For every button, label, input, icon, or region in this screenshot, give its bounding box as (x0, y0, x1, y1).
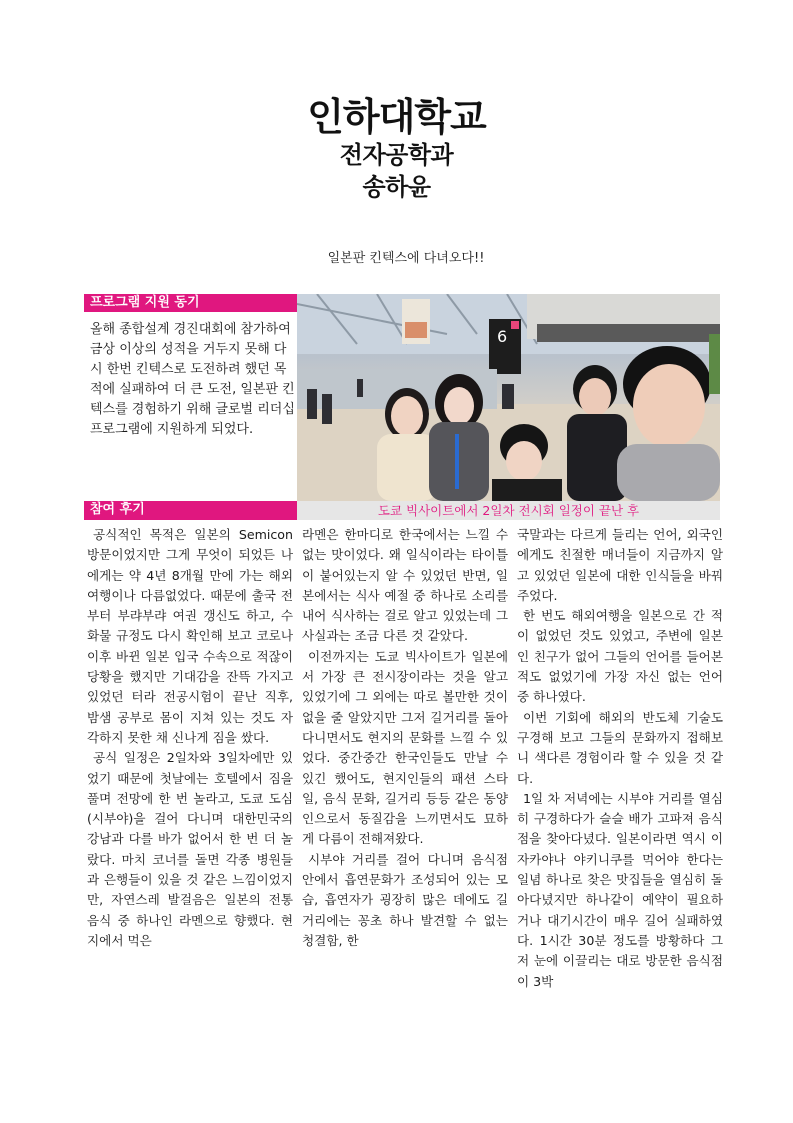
paragraph: 이전까지는 도쿄 빅사이트가 일본에서 가장 큰 전시장이라는 것을 알고 있었기에 그 외에는 따로 볼만한 것이 없을 줄 알았지만 그저 길거리를 돌아다니면서도 현지의 문화를 느낄 수 있었다. 중간중간 한국인들도 만날 수 있긴 했어도, 현지인들의 패션 스타일, 음식 문화, 길거리 등등 같은 동양인으로서 동질감을 느끼면서도 묘하게 다름이 전해져왔다. (302, 648, 508, 847)
article-subtitle: 일본판 킨텍스에 다녀오다!! (327, 251, 485, 266)
motive-body: 올해 종합설계 경진대회에 참가하여 금상 이상의 성적을 거두지 못해 다시 한번 킨텍스로 도전하려 했던 목적에 실패하여 더 큰 도전, 일본판 킨텍스를 경험하기 위해 글로벌 리더십 프로그램에 지원하게 되었다. (90, 322, 295, 437)
section-heading-motive: 프로그램 지원 동기 (84, 294, 297, 312)
paragraph: 공식적인 목적은 일본의 Semicon 방문이었지만 그게 무엇이 되었든 나에게는 약 4년 8개월 만에 가는 해외여행이나 다름없었다. 때문에 출국 전부터 부랴부랴 여권 갱신도 하고, 수화물 규정도 다시 확인해 보고 코로나 이후 바뀐 일본 입국 수속으로 적잖이 당황을 했지만 기대감을 잔뜩 가지고 있었던 터라 전공시험이 끝난 직후, 밤샘 공부로 몸이 지쳐 있는 것도 자각하지 못한 채 신나게 짐을 쌌다. (87, 527, 293, 745)
paragraph: 라멘은 한마디로 한국에서는 느낄 수 없는 맛이었다. 왜 일식이라는 타이틀이 붙어있는지 알 수 있었던 반면, 일본에서는 식사 예절 중 하나로 소리를 내어 식사하는 걸로 알고 있었는데 그 사실과는 조금 다른 것 같았다. (302, 527, 508, 644)
paragraph: 1일 차 저녁에는 시부야 거리를 열심히 구경하다가 슬슬 배가 고파져 음식점을 찾아다녔다. 일본이라면 역시 이자카야나 야키니쿠를 먹어야 한다는 일념 하나로 찾은 맛집들을 열심히 돌아다녔지만 하나같이 예약이 필요하거나 대기시간이 매우 길어 실패하였다. 1시간 30분 정도를 방황하다 그저 눈에 이끌리는 대로 방문한 음식점이 3박 (517, 790, 723, 989)
review-column-2 (302, 525, 508, 951)
paragraph: 국말과는 다르게 들리는 언어, 외국인에게도 친절한 매너들이 지금까지 알고 있었던 일본에 대한 인식들을 바꿔주었다. (517, 527, 723, 603)
section-heading-review: 참여 후기 (84, 501, 297, 520)
photo-caption: 도쿄 빅사이트에서 2일차 전시회 일정이 끝난 후 (297, 501, 720, 520)
title-block (0, 96, 793, 202)
paragraph: 한 번도 해외여행을 일본으로 간 적이 없었던 것도 있었고, 주변에 일본인 친구가 없어 그들의 언어를 들어본 적도 없었기에 가장 자신 없는 언어 중 하나였다. (517, 608, 723, 705)
department-name: 전자공학과 (339, 141, 454, 169)
group-photo (297, 294, 720, 501)
paragraph: 공식 일정은 2일차와 3일차에만 있었기 때문에 첫날에는 호텔에서 짐을 풀며 전망에 한 번 놀라고, 도쿄 도심(시부야)을 걸어 다니며 대한민국의 강남과 다를 바가 없어서 한 번 더 놀랐다. 마치 코너를 돌면 각종 병원들과 은행들이 있을 것 같은 느낌이었지만, 자연스레 발걸음은 일본의 전통 음식 중 하나인 라멘으로 향했다. 현지에서 먹은 (87, 750, 293, 948)
svg-text:6: 6 (497, 327, 508, 346)
paragraph: 이번 기회에 해외의 반도체 기술도 구경해 보고 그들의 문화까지 접해보니 색다른 경험이라 할 수 있을 것 같다. (517, 709, 723, 786)
university-name: 인하대학교 (307, 95, 486, 139)
review-column-3 (517, 525, 723, 992)
author-name: 송하윤 (362, 173, 431, 201)
review-column-1 (87, 525, 293, 951)
photo-illustration (297, 294, 720, 501)
paragraph: 시부야 거리를 걸어 다니며 음식점 안에서 흡연문화가 조성되어 있는 모습, 흡연자가 굉장히 많은 데에도 길거리에는 꽁초 하나 발견할 수 없는 청결함, 한 (302, 851, 508, 948)
